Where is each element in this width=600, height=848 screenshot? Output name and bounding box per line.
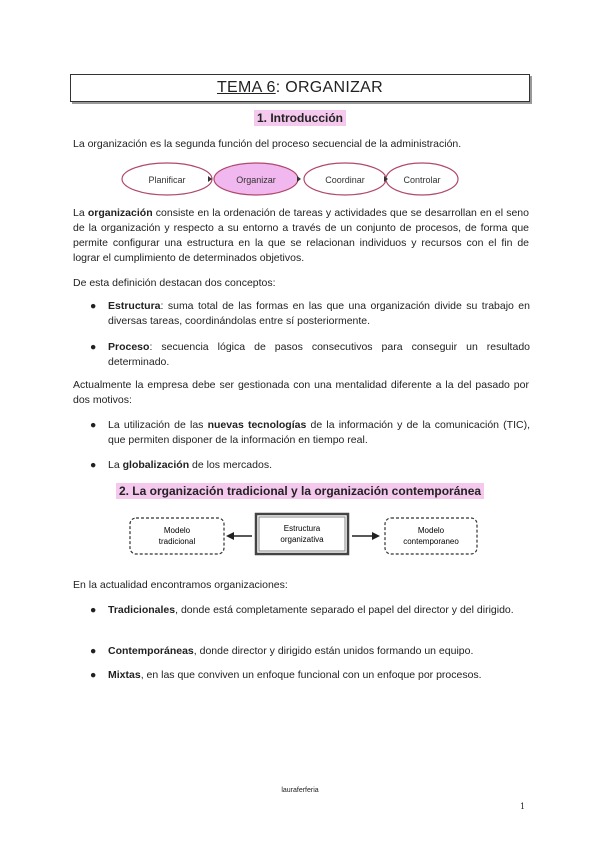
section-heading-organizacion: 2. La organización tradicional y la organización contemporánea	[0, 484, 600, 498]
list-item: ● Tradicionales, donde está completamente separado el papel del director y del dirigido.	[90, 604, 514, 616]
structure-box	[256, 514, 348, 554]
arrow-left-icon	[226, 532, 234, 540]
arrow-right-icon	[372, 532, 380, 540]
reasons-intro: Actualmente la empresa debe ser gestionada con una mentalidad diferente a la del pasado por dos motivos:	[73, 379, 529, 406]
list-item: ● La globalización de los mercados.	[90, 459, 272, 471]
svg-text:Modelo: Modelo	[417, 526, 445, 535]
process-label: Organizar	[236, 175, 276, 185]
page-title	[70, 74, 530, 102]
svg-text:organizativa: organizativa	[280, 535, 324, 544]
svg-text:Modelo: Modelo	[163, 526, 191, 535]
definition-paragraph: La organización consiste en la ordenación de tareas y actividades que se desarrollan en el seno de la organización y respecto a su entorno a través de un conjunto de procesos, de forma que permite configurar una estructura en la que se relacionan individuos y recursos con el fin de lograr el cumplimiento de determinados objetivos.	[73, 207, 529, 264]
title-topic-name: : ORGANIZAR	[275, 79, 384, 96]
model-traditional-box	[130, 518, 224, 554]
list-item: ● La utilización de las nuevas tecnologías de la información y de la comunicación (TIC), que permiten disponer de la información en tiempo real.	[90, 419, 531, 446]
list-item: ● Estructura: suma total de las formas en las que una organización divide su trabajo en diversas tareas, coordinándolas entre sí posteriormente.	[90, 300, 530, 327]
page-number: 1	[520, 802, 526, 811]
types-intro: En la actualidad encontramos organizaciones:	[73, 579, 288, 591]
intro-paragraph: La organización es la segunda función del proceso secuencial de la administración.	[73, 138, 462, 150]
list-item: ● Mixtas, en las que conviven un enfoque funcional con un enfoque por procesos.	[90, 669, 482, 681]
model-contemporary-box	[385, 518, 477, 554]
title-topic-number: TEMA 6	[216, 79, 276, 96]
concepts-intro: De esta definición destacan dos conceptos:	[73, 277, 276, 289]
process-label: Coordinar	[325, 175, 365, 185]
section-heading-introduccion: 1. Introducción	[0, 111, 600, 125]
svg-text:Estructura: Estructura	[283, 524, 321, 533]
footer-author: lauraferferia	[281, 787, 319, 794]
structure-diagram	[128, 512, 478, 560]
list-item: ● Proceso: secuencia lógica de pasos consecutivos para conseguir un resultado determinado.	[90, 341, 530, 368]
list-item: ● Contemporáneas, donde director y dirigido están unidos formando un equipo.	[90, 645, 474, 657]
process-diagram	[120, 160, 465, 200]
svg-text:contemporaneo: contemporaneo	[403, 537, 459, 546]
process-label: Controlar	[403, 175, 441, 185]
svg-text:tradicional: tradicional	[158, 537, 196, 546]
arrow-icon	[297, 176, 301, 182]
process-label: Planificar	[148, 175, 186, 185]
